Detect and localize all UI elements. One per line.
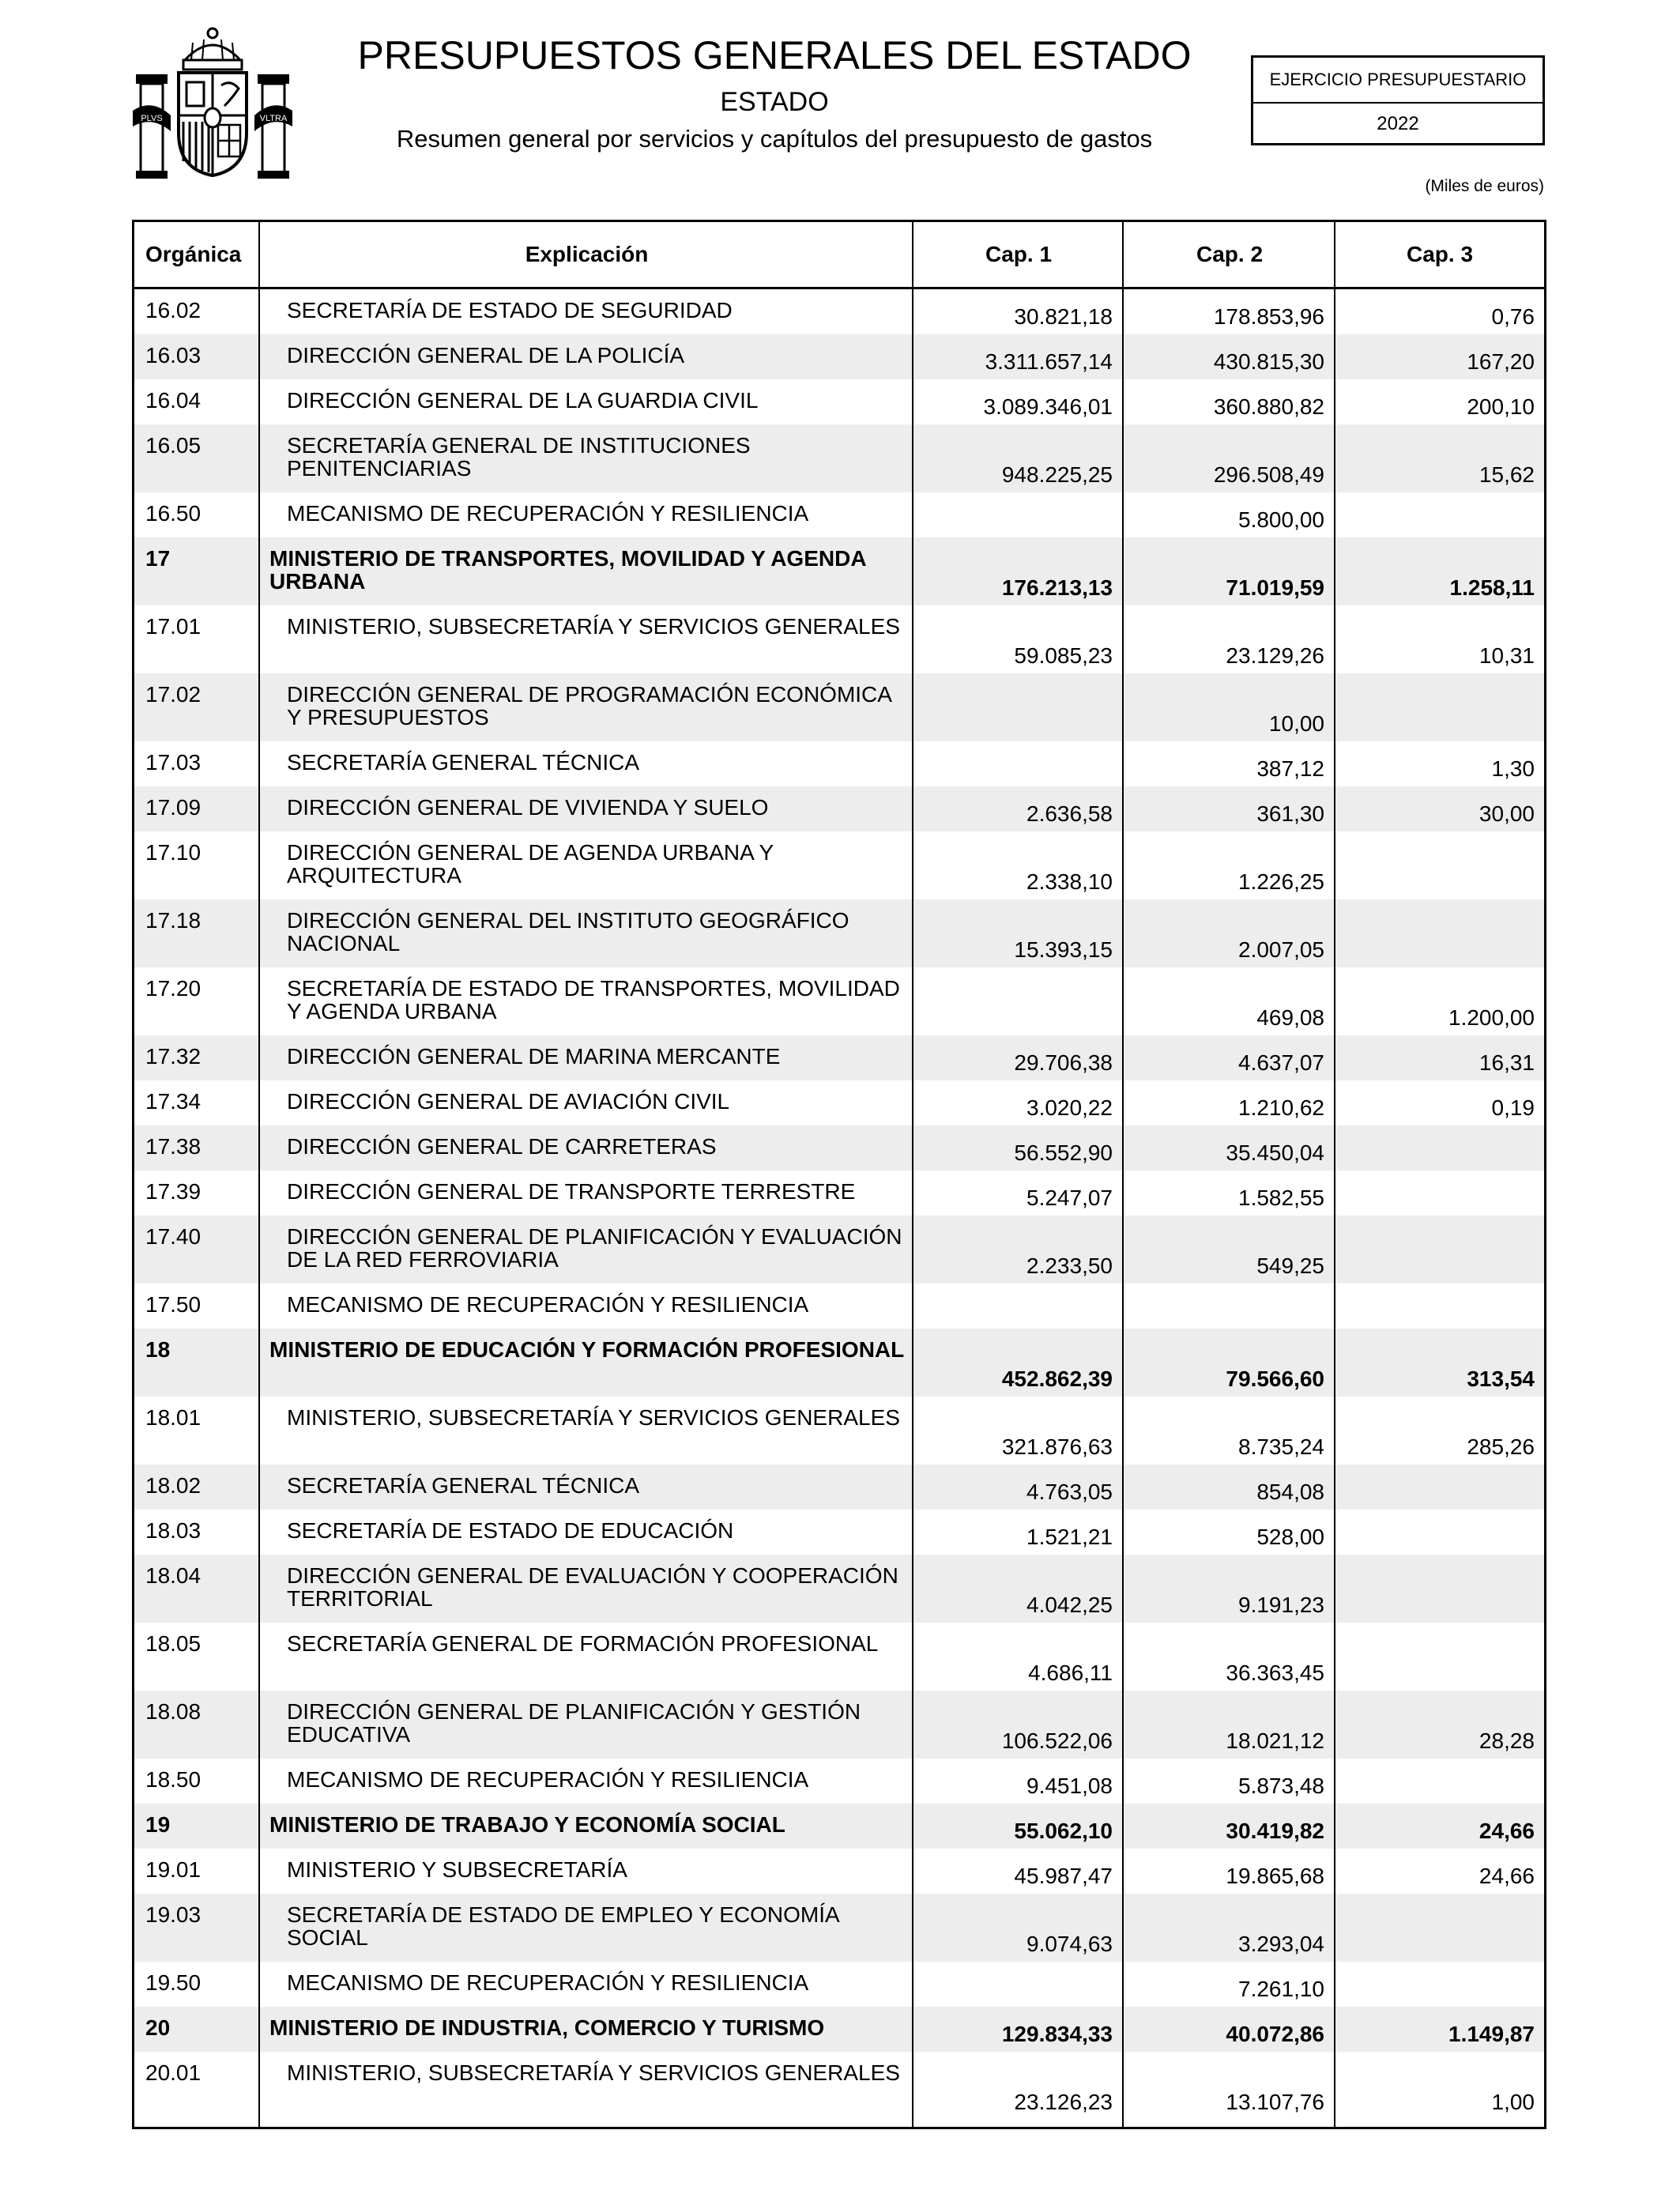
cell-explicacion: MINISTERIO DE TRABAJO Y ECONOMÍA SOCIAL xyxy=(269,1812,785,1837)
cell-cap3: 16,31 xyxy=(1478,1050,1535,1075)
table-row xyxy=(134,786,1544,831)
cell-cap3 xyxy=(1335,1125,1544,1171)
document-subtitle: ESTADO xyxy=(720,87,829,117)
cell-explicacion: DIRECCIÓN GENERAL DE LA POLICÍA xyxy=(287,343,685,368)
cell-cap2: 35.450,04 xyxy=(1226,1140,1324,1165)
cell-cap1: 59.085,23 xyxy=(1014,643,1113,668)
cell-cap3: 10,31 xyxy=(1478,643,1535,668)
cell-organica: 17.20 xyxy=(145,976,202,1001)
cell-cap2: 361,30 xyxy=(1256,801,1324,826)
cell-cap2: 7.261,10 xyxy=(1238,1977,1324,2001)
table-row xyxy=(134,1962,1544,2007)
cell-cap2 xyxy=(1124,1284,1335,1329)
cell-organica: 16.50 xyxy=(145,501,202,526)
cell-explicacion: SECRETARÍA GENERAL DE INSTITUCIONES PENITENCIARIAS xyxy=(287,433,751,481)
cell-organica: 19.03 xyxy=(145,1902,202,1927)
cell-cap1 xyxy=(913,967,1124,1035)
cell-cap3: 313,54 xyxy=(1467,1367,1535,1391)
cell-explicacion: DIRECCIÓN GENERAL DE CARRETERAS xyxy=(287,1134,717,1159)
cell-explicacion: MECANISMO DE RECUPERACIÓN Y RESILIENCIA xyxy=(287,1970,809,1995)
cell-organica: 17.02 xyxy=(145,682,202,707)
cell-explicacion: MECANISMO DE RECUPERACIÓN Y RESILIENCIA xyxy=(287,1767,809,1792)
cell-cap1: 3.311.657,14 xyxy=(985,349,1113,374)
units-note: (Miles de euros) xyxy=(1425,177,1544,195)
cell-organica: 18.01 xyxy=(145,1405,202,1430)
cell-cap2: 5.800,00 xyxy=(1238,507,1324,532)
cell-cap3: 30,00 xyxy=(1478,801,1535,826)
cell-cap1: 4.042,25 xyxy=(1026,1593,1113,1617)
cell-explicacion: MINISTERIO, SUBSECRETARÍA Y SERVICIOS GENERALES xyxy=(287,2060,900,2085)
table-row xyxy=(134,1510,1544,1555)
cell-cap1: 23.126,23 xyxy=(1014,2090,1113,2114)
cell-organica: 19.50 xyxy=(145,1970,202,1995)
svg-text:VLTRA: VLTRA xyxy=(259,114,288,123)
cell-cap2: 854,08 xyxy=(1256,1480,1324,1504)
cell-explicacion: SECRETARÍA DE ESTADO DE EDUCACIÓN xyxy=(287,1518,734,1543)
table-row xyxy=(134,1804,1544,1849)
cell-cap2: 30.419,82 xyxy=(1226,1819,1324,1843)
table-row xyxy=(134,673,1544,741)
cell-explicacion: DIRECCIÓN GENERAL DE TRANSPORTE TERRESTRE xyxy=(287,1179,856,1204)
cell-cap2: 19.865,68 xyxy=(1226,1864,1324,1888)
cell-explicacion: DIRECCIÓN GENERAL DE EVALUACIÓN Y COOPERACIÓN TERRITORIAL xyxy=(287,1563,898,1611)
cell-cap1: 3.089.346,01 xyxy=(983,394,1113,419)
cell-organica: 17.38 xyxy=(145,1134,202,1159)
table-row xyxy=(134,492,1544,537)
svg-text:PLVS: PLVS xyxy=(141,114,163,123)
cell-explicacion: MINISTERIO Y SUBSECRETARÍA xyxy=(287,1857,627,1882)
cell-cap1: 2.338,10 xyxy=(1026,869,1113,894)
cell-cap2: 1.582,55 xyxy=(1238,1186,1324,1210)
cell-cap1: 45.987,47 xyxy=(1014,1864,1113,1888)
cell-cap2: 1.226,25 xyxy=(1238,869,1324,894)
cell-cap2: 5.873,48 xyxy=(1238,1774,1324,1798)
cell-cap3 xyxy=(1335,831,1544,899)
cell-cap3: 1,00 xyxy=(1491,2090,1535,2114)
cell-cap1: 55.062,10 xyxy=(1014,1819,1113,1843)
cell-explicacion: SECRETARÍA DE ESTADO DE SEGURIDAD xyxy=(287,298,733,322)
cell-explicacion: SECRETARÍA DE ESTADO DE TRANSPORTES, MOVILIDAD Y AGENDA URBANA xyxy=(287,976,900,1023)
cell-cap3: 1.149,87 xyxy=(1448,2022,1535,2046)
cell-cap1 xyxy=(913,1284,1124,1329)
cell-cap1: 5.247,07 xyxy=(1026,1186,1113,1210)
cell-cap3 xyxy=(1335,1510,1544,1555)
cell-cap2: 71.019,59 xyxy=(1226,575,1324,600)
cell-organica: 17.09 xyxy=(145,795,202,820)
cell-explicacion: SECRETARÍA GENERAL TÉCNICA xyxy=(287,750,640,775)
cell-cap3 xyxy=(1335,1555,1544,1623)
cell-cap1: 321.876,63 xyxy=(1001,1434,1113,1459)
column-header-organica: Orgánica xyxy=(145,242,242,266)
cell-cap2: 178.853,96 xyxy=(1213,304,1324,329)
table-row xyxy=(134,289,1544,334)
cell-cap1: 452.862,39 xyxy=(1001,1367,1113,1391)
cell-explicacion: SECRETARÍA GENERAL DE FORMACIÓN PROFESIONAL xyxy=(287,1631,879,1656)
table-row xyxy=(134,424,1544,492)
cell-cap3 xyxy=(1335,492,1544,537)
cell-cap1 xyxy=(913,1962,1124,2007)
cell-cap1: 4.763,05 xyxy=(1026,1480,1113,1504)
cell-organica: 17.03 xyxy=(145,750,202,775)
document-title: PRESUPUESTOS GENERALES DEL ESTADO xyxy=(357,33,1192,77)
cell-organica: 17.01 xyxy=(145,614,202,639)
cell-cap1: 4.686,11 xyxy=(1028,1661,1113,1685)
table-row xyxy=(134,1555,1544,1623)
table-row xyxy=(134,2052,1544,2120)
cell-cap1: 106.522,06 xyxy=(1001,1728,1113,1753)
cell-cap3 xyxy=(1335,1962,1544,2007)
cell-cap1: 29.706,38 xyxy=(1014,1050,1113,1075)
exercise-box xyxy=(1251,55,1545,145)
cell-organica: 18.08 xyxy=(145,1699,202,1724)
table-row xyxy=(134,1080,1544,1125)
cell-cap3: 200,10 xyxy=(1467,394,1535,419)
cell-cap1: 948.225,25 xyxy=(1001,462,1113,487)
cell-cap2: 9.191,23 xyxy=(1238,1593,1324,1617)
budget-table xyxy=(132,220,1546,2129)
cell-cap3: 1,30 xyxy=(1491,756,1535,781)
cell-cap3 xyxy=(1335,1894,1544,1962)
table-row xyxy=(134,1849,1544,1894)
cell-explicacion: MECANISMO DE RECUPERACIÓN Y RESILIENCIA xyxy=(287,1292,809,1317)
column-header-explicacion: Explicación xyxy=(525,242,649,266)
cell-explicacion: SECRETARÍA DE ESTADO DE EMPLEO Y ECONOMÍA SOCIAL xyxy=(287,1902,839,1950)
cell-organica: 19.01 xyxy=(145,1857,202,1882)
cell-cap3 xyxy=(1335,1171,1544,1216)
cell-cap2: 430.815,30 xyxy=(1213,349,1324,374)
cell-cap2: 40.072,86 xyxy=(1226,2022,1324,2046)
table-row xyxy=(134,1623,1544,1691)
cell-cap1 xyxy=(913,492,1124,537)
cell-explicacion: DIRECCIÓN GENERAL DE MARINA MERCANTE xyxy=(287,1044,781,1069)
cell-organica: 18 xyxy=(145,1337,171,1362)
cell-cap3 xyxy=(1335,1759,1544,1804)
cell-cap2: 469,08 xyxy=(1256,1005,1324,1030)
cell-cap3 xyxy=(1335,899,1544,967)
cell-cap2: 296.508,49 xyxy=(1213,462,1324,487)
cell-cap3 xyxy=(1335,1284,1544,1329)
cell-explicacion: MINISTERIO, SUBSECRETARÍA Y SERVICIOS GENERALES xyxy=(287,1405,900,1430)
table-row xyxy=(134,967,1544,1035)
cell-organica: 17.40 xyxy=(145,1224,202,1249)
cell-organica: 17.50 xyxy=(145,1292,202,1317)
cell-cap1: 2.636,58 xyxy=(1026,801,1113,826)
table-row xyxy=(134,1691,1544,1759)
table-row xyxy=(134,1284,1544,1329)
cell-cap1: 9.451,08 xyxy=(1026,1774,1113,1798)
table-row xyxy=(134,1216,1544,1284)
cell-organica: 18.02 xyxy=(145,1473,202,1498)
document-description: Resumen general por servicios y capítulos del presupuesto de gastos xyxy=(396,125,1153,153)
cell-cap1: 129.834,33 xyxy=(1001,2022,1113,2046)
cell-explicacion: DIRECCIÓN GENERAL DE VIVIENDA Y SUELO xyxy=(287,795,769,820)
cell-explicacion: DIRECCIÓN GENERAL DE AGENDA URBANA Y ARQUITECTURA xyxy=(287,840,774,888)
table-row xyxy=(134,741,1544,786)
cell-organica: 19 xyxy=(145,1812,171,1837)
cell-cap1 xyxy=(913,673,1124,741)
cell-cap3 xyxy=(1335,673,1544,741)
document-header xyxy=(316,32,1233,155)
table-row xyxy=(134,1171,1544,1216)
cell-cap3 xyxy=(1335,1465,1544,1510)
cell-cap1: 15.393,15 xyxy=(1014,937,1113,962)
table-row xyxy=(134,334,1544,379)
cell-cap2: 360.880,82 xyxy=(1213,394,1324,419)
table-row xyxy=(134,1465,1544,1510)
cell-cap3: 0,19 xyxy=(1491,1095,1535,1120)
cell-explicacion: DIRECCIÓN GENERAL DE PROGRAMACIÓN ECONÓMICA Y PRESUPUESTOS xyxy=(287,682,891,729)
cell-cap2: 10,00 xyxy=(1268,711,1324,736)
cell-explicacion: MINISTERIO DE INDUSTRIA, COMERCIO Y TURISMO xyxy=(269,2015,825,2040)
table-row xyxy=(134,1125,1544,1171)
cell-cap2: 23.129,26 xyxy=(1226,643,1324,668)
cell-cap3: 285,26 xyxy=(1467,1434,1535,1459)
cell-cap2: 8.735,24 xyxy=(1238,1434,1324,1459)
cell-cap3: 24,66 xyxy=(1478,1819,1535,1843)
cell-organica: 20.01 xyxy=(145,2060,202,2085)
cell-cap3: 167,20 xyxy=(1467,349,1535,374)
cell-organica: 16.05 xyxy=(145,433,202,458)
cell-cap2: 3.293,04 xyxy=(1238,1932,1324,1956)
table-row xyxy=(134,1397,1544,1465)
cell-cap3: 28,28 xyxy=(1478,1728,1535,1753)
cell-explicacion: MINISTERIO DE EDUCACIÓN Y FORMACIÓN PROFESIONAL xyxy=(269,1337,905,1362)
cell-explicacion: DIRECCIÓN GENERAL DE PLANIFICACIÓN Y GESTIÓN EDUCATIVA xyxy=(287,1699,861,1747)
cell-cap3: 24,66 xyxy=(1478,1864,1535,1888)
cell-cap2: 18.021,12 xyxy=(1226,1728,1324,1753)
cell-organica: 18.04 xyxy=(145,1563,202,1588)
cell-organica: 18.50 xyxy=(145,1767,202,1792)
cell-organica: 20 xyxy=(145,2015,171,2040)
cell-cap2: 2.007,05 xyxy=(1238,937,1324,962)
cell-cap2: 13.107,76 xyxy=(1226,2090,1324,2114)
exercise-label: EJERCICIO PRESUPUESTARIO xyxy=(1253,58,1543,104)
cell-organica: 17.34 xyxy=(145,1089,202,1114)
cell-cap3: 1.258,11 xyxy=(1449,575,1535,600)
cell-cap3: 1.200,00 xyxy=(1448,1005,1535,1030)
table-header xyxy=(134,222,1544,289)
table-row xyxy=(134,2007,1544,2052)
cell-cap3: 0,76 xyxy=(1491,304,1535,329)
cell-organica: 17.18 xyxy=(145,908,202,933)
table-row xyxy=(134,1035,1544,1080)
cell-cap2: 4.637,07 xyxy=(1238,1050,1324,1075)
column-header-cap3: Cap. 3 xyxy=(1406,242,1474,266)
cell-explicacion: DIRECCIÓN GENERAL DE LA GUARDIA CIVIL xyxy=(287,388,759,413)
cell-organica: 17.32 xyxy=(145,1044,202,1069)
cell-cap1: 1.521,21 xyxy=(1026,1525,1113,1549)
table-row xyxy=(134,831,1544,899)
cell-cap2: 528,00 xyxy=(1256,1525,1324,1549)
cell-explicacion: DIRECCIÓN GENERAL DE AVIACIÓN CIVIL xyxy=(287,1089,730,1114)
cell-organica: 16.04 xyxy=(145,388,202,413)
cell-organica: 18.05 xyxy=(145,1631,202,1656)
table-row xyxy=(134,605,1544,673)
cell-cap1: 9.074,63 xyxy=(1026,1932,1113,1956)
cell-cap1 xyxy=(913,741,1124,786)
table-row xyxy=(134,537,1544,605)
table-row xyxy=(134,1759,1544,1804)
table-row xyxy=(134,1329,1544,1397)
cell-explicacion: DIRECCIÓN GENERAL DEL INSTITUTO GEOGRÁFICO NACIONAL xyxy=(287,908,849,956)
cell-explicacion: SECRETARÍA GENERAL TÉCNICA xyxy=(287,1473,640,1498)
cell-cap1: 56.552,90 xyxy=(1014,1140,1113,1165)
cell-cap1: 2.233,50 xyxy=(1026,1253,1113,1278)
cell-cap2: 387,12 xyxy=(1256,756,1324,781)
table-row xyxy=(134,899,1544,967)
cell-organica: 18.03 xyxy=(145,1518,202,1543)
cell-cap1: 176.213,13 xyxy=(1001,575,1113,600)
cell-explicacion: MECANISMO DE RECUPERACIÓN Y RESILIENCIA xyxy=(287,501,809,526)
cell-cap2: 36.363,45 xyxy=(1226,1661,1324,1685)
exercise-year: 2022 xyxy=(1377,113,1419,134)
table-row xyxy=(134,1894,1544,1962)
cell-explicacion: DIRECCIÓN GENERAL DE PLANIFICACIÓN Y EVALUACIÓN DE LA RED FERROVIARIA xyxy=(287,1224,902,1272)
cell-cap2: 79.566,60 xyxy=(1226,1367,1324,1391)
coat-of-arms-icon xyxy=(130,22,296,180)
cell-cap1: 3.020,22 xyxy=(1026,1095,1113,1120)
table-row xyxy=(134,379,1544,424)
cell-organica: 17 xyxy=(145,546,171,571)
column-header-cap2: Cap. 2 xyxy=(1196,242,1264,266)
cell-cap3 xyxy=(1335,1216,1544,1284)
column-header-cap1: Cap. 1 xyxy=(985,242,1053,266)
cell-cap3 xyxy=(1335,1623,1544,1691)
cell-cap1: 30.821,18 xyxy=(1014,304,1113,329)
cell-cap2: 549,25 xyxy=(1256,1253,1324,1278)
cell-explicacion: MINISTERIO DE TRANSPORTES, MOVILIDAD Y AGENDA URBANA xyxy=(269,546,866,594)
cell-cap3: 15,62 xyxy=(1478,462,1535,487)
cell-cap2: 1.210,62 xyxy=(1238,1095,1324,1120)
cell-organica: 16.03 xyxy=(145,343,202,368)
cell-organica: 17.10 xyxy=(145,840,202,865)
table-body xyxy=(134,289,1544,2120)
cell-organica: 17.39 xyxy=(145,1179,202,1204)
cell-organica: 16.02 xyxy=(145,298,202,322)
cell-explicacion: MINISTERIO, SUBSECRETARÍA Y SERVICIOS GENERALES xyxy=(287,614,900,639)
